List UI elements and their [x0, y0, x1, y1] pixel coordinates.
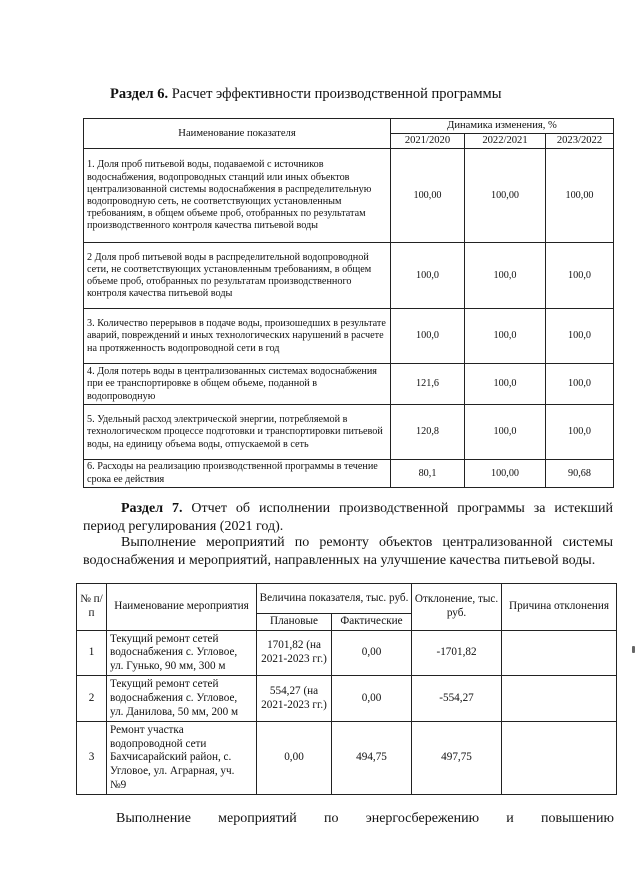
actual-value: 0,00 — [332, 630, 412, 676]
actual-header: Фактические — [332, 614, 412, 631]
actual-value: 494,75 — [332, 722, 412, 795]
period-header: 2023/2022 — [546, 134, 614, 149]
deviation-value: -1701,82 — [412, 630, 502, 676]
section-6-title — [110, 86, 501, 103]
indicator-name: 4. Доля потерь воды в централизованных системах водоснабжения при ее транспортировке в общем объеме, поданной в водопроводную — [84, 364, 391, 405]
indicator-value: 100,0 — [465, 309, 546, 364]
section-7-label: Раздел 7. — [121, 501, 183, 516]
indicator-value: 120,8 — [391, 405, 465, 460]
section-7-title — [83, 500, 613, 536]
table-row — [84, 149, 614, 243]
reason-header: Причина отклонения — [502, 584, 617, 631]
table-row — [77, 722, 617, 795]
indicator-name: 5. Удельный расход электрической энергии, потребляемой в технологическом процессе подготовки и транспортировки питьевой воды, на единицу объема воды, отпускаемой в сеть — [84, 405, 391, 460]
row-number: 1 — [77, 630, 107, 676]
indicator-value: 100,0 — [391, 309, 465, 364]
name-header: Наименование мероприятия — [107, 584, 257, 631]
section-7-heading: Отчет об исполнении производственной программы за истекший период регулирования (2021 год). — [83, 501, 613, 534]
row-number: 2 — [77, 676, 107, 722]
continuation-line — [116, 811, 614, 827]
section-7-paragraph — [83, 534, 613, 570]
planned-header: Плановые — [257, 614, 332, 631]
repair-report-table — [76, 583, 617, 795]
table-row — [84, 243, 614, 309]
num-header: № п/п — [77, 584, 107, 631]
table-row — [84, 309, 614, 364]
indicator-name: 1. Доля проб питьевой воды, подаваемой с источников водоснабжения, водопроводных станций или иных объектов централизованной системы водоснабжения в распределительную водопроводную сеть, не соответствующих установленным требованиям, в общем объеме проб, отобранных по результатам производственного контроля качества питьевой воды — [84, 149, 391, 243]
indicator-value: 100,0 — [546, 405, 614, 460]
deviation-reason — [502, 722, 617, 795]
indicator-value: 100,00 — [546, 149, 614, 243]
indicator-value: 100,00 — [465, 149, 546, 243]
indicator-name: 3. Количество перерывов в подаче воды, произошедших в результате аварий, повреждений и иных технологических нарушений в расчете на протяженность водопроводной сети в год — [84, 309, 391, 364]
table-row — [84, 460, 614, 487]
continuation-word: энергосбережению — [365, 811, 480, 826]
efficiency-table — [83, 118, 614, 488]
indicator-name-header: Наименование показателя — [84, 119, 391, 149]
row-number: 3 — [77, 722, 107, 795]
indicator-value: 100,00 — [465, 460, 546, 487]
section-6-heading: Расчет эффективности производственной программы — [168, 86, 502, 102]
scan-mark — [632, 646, 635, 653]
section-6-label: Раздел 6. — [110, 86, 169, 102]
activity-name: Текущий ремонт сетей водоснабжения с. Угловое, ул. Данилова, 50 мм, 200 м — [107, 676, 257, 722]
deviation-value: 497,75 — [412, 722, 502, 795]
indicator-value: 80,1 — [391, 460, 465, 487]
continuation-word: мероприятий — [218, 811, 297, 826]
planned-value: 0,00 — [257, 722, 332, 795]
indicator-value: 90,68 — [546, 460, 614, 487]
indicator-value: 100,0 — [546, 243, 614, 309]
activity-name: Текущий ремонт сетей водоснабжения с. Угловое, ул. Гунько, 90 мм, 300 м — [107, 630, 257, 676]
planned-value: 1701,82 (на 2021-2023 гг.) — [257, 630, 332, 676]
continuation-word: Выполнение — [116, 811, 191, 826]
period-header: 2022/2021 — [465, 134, 546, 149]
deviation-reason — [502, 630, 617, 676]
indicator-name: 2 Доля проб питьевой воды в распределительной водопроводной сети, не соответствующих установленным требованиям, в общем объеме проб, отобранных по результатам производственного контроля качества питьевой воды — [84, 243, 391, 309]
planned-value: 554,27 (на 2021-2023 гг.) — [257, 676, 332, 722]
indicator-value: 100,0 — [465, 405, 546, 460]
indicator-value: 100,00 — [391, 149, 465, 243]
continuation-word: и — [506, 811, 514, 826]
table-row — [77, 630, 617, 676]
activity-name: Ремонт участка водопроводной сети Бахчисарайский район, с. Угловое, ул. Аграрная, уч. №9 — [107, 722, 257, 795]
value-group-header: Величина показателя, тыс. руб. — [257, 584, 412, 614]
deviation-header: Отклонение, тыс. руб. — [412, 584, 502, 631]
indicator-name: 6. Расходы на реализацию производственной программы в течение срока ее действия — [84, 460, 391, 487]
indicator-value: 100,0 — [546, 309, 614, 364]
table-row — [77, 676, 617, 722]
indicator-value: 100,0 — [465, 364, 546, 405]
deviation-reason — [502, 676, 617, 722]
table-row — [84, 405, 614, 460]
continuation-word: повышению — [541, 811, 614, 826]
table-row — [84, 364, 614, 405]
dynamics-header: Динамика изменения, % — [391, 119, 614, 134]
continuation-word: по — [324, 811, 339, 826]
indicator-value: 100,0 — [391, 243, 465, 309]
indicator-value: 100,0 — [465, 243, 546, 309]
paragraph-text: Выполнение мероприятий по ремонту объектов централизованной системы водоснабжения и мероприятий, направленных на улучшение качества питьевой воды. — [83, 535, 613, 568]
indicator-value: 100,0 — [546, 364, 614, 405]
period-header: 2021/2020 — [391, 134, 465, 149]
actual-value: 0,00 — [332, 676, 412, 722]
indicator-value: 121,6 — [391, 364, 465, 405]
deviation-value: -554,27 — [412, 676, 502, 722]
